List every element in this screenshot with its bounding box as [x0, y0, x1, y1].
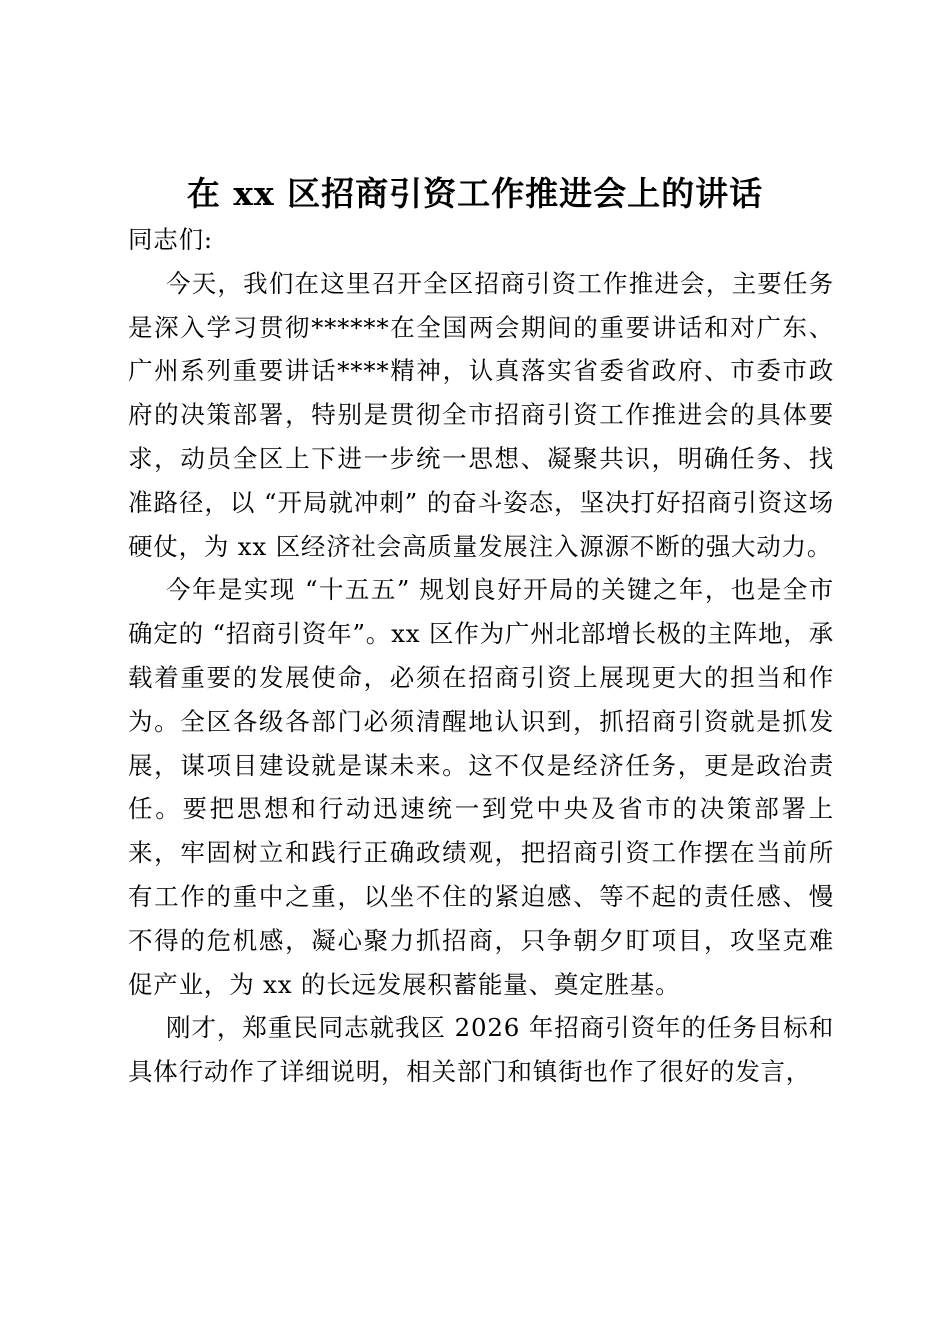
- paragraph-3: 刚才，郑重民同志就我区 2026 年招商引资年的任务目标和具体行动作了详细说明，相关部门和镇街也作了很好的发言，: [128, 1013, 834, 1087]
- salutation: 同志们:: [128, 225, 213, 254]
- paragraph-2: 今年是实现 “十五五” 规划良好开局的关键之年，也是全市确定的 “招商引资年”。xx 区作为广州北部增长极的主阵地，承载着重要的发展使命，必须在招商引资上展现更大的担当和作为。全区各级各部门必须清醒地认识到，抓招商引资就是抓发展，谋项目建设就是谋未来。这不仅是经济任务，更是政治责任。要把思想和行动迅速统一到党中央及省市的决策部署上来，牢固树立和践行正确政绩观，把招商引资工作摆在当前所有工作的重中之重，以坐不住的紧迫感、等不起的责任感、慢不得的危机感，凝心聚力抓招商，只争朝夕盯项目，攻坚克难促产业，为 xx 的长远发展积蓄能量、奠定胜基。: [128, 575, 834, 999]
- document-title: 在 xx 区招商引资工作推进会上的讲话: [186, 174, 764, 213]
- document-body: [128, 218, 834, 1094]
- paragraph-1: 今天，我们在这里召开全区招商引资工作推进会，主要任务是深入学习贯彻******在全国两会期间的重要讲话和对广东、广州系列重要讲话****精神，认真落实省委省政府、市委市政府的决策部署，特别是贯彻全市招商引资工作推进会的具体要求，动员全区上下进一步统一思想、凝聚共识，明确任务、找准路径，以 “开局就冲刺” 的奋斗姿态，坚决打好招商引资这场硬仗，为 xx 区经济社会高质量发展注入源源不断的强大动力。: [128, 268, 834, 561]
